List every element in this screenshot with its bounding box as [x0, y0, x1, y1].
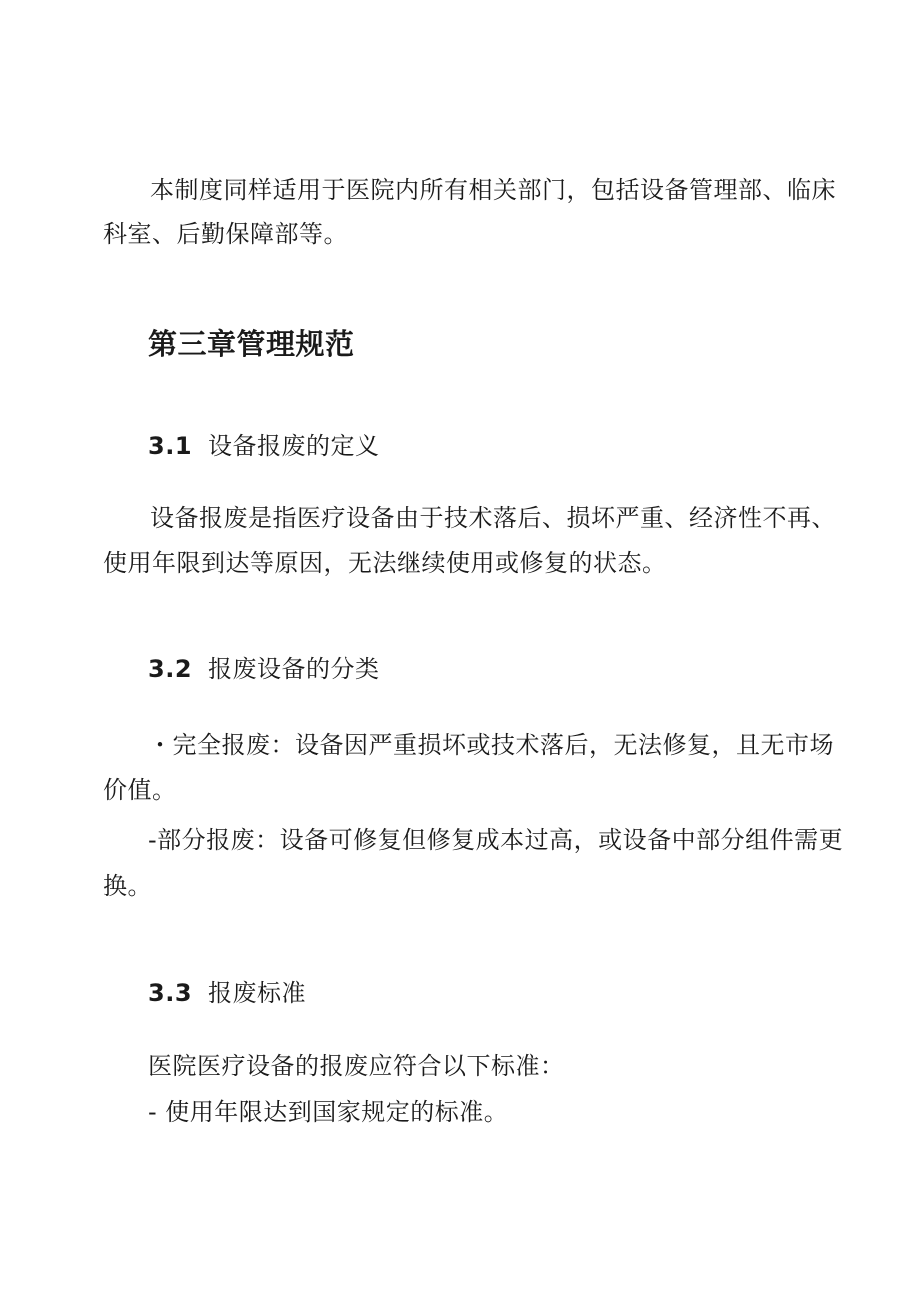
- section-3-2-item-2-line-1: -部分报废：设备可修复但修复成本过高，或设备中部分组件需更: [148, 826, 844, 854]
- section-title: 报废标准: [208, 979, 307, 1007]
- section-3-3-item-1: - 使用年限达到国家规定的标准。: [148, 1098, 509, 1126]
- section-title: 报废设备的分类: [208, 655, 380, 683]
- section-3-1-line-2: 使用年限到达等原因，无法继续使用或修复的状态。: [103, 549, 667, 577]
- section-3-1-line-1: 设备报废是指医疗设备由于技术落后、损坏严重、经济性不再、: [150, 504, 836, 532]
- scope-paragraph-line-2: 科室、后勤保障部等。: [103, 220, 348, 248]
- section-number: 3.1: [148, 432, 193, 460]
- chapter-heading: 第三章管理规范: [148, 327, 355, 361]
- section-3-3-heading: [148, 978, 306, 1008]
- section-3-2-heading: [148, 654, 380, 684]
- section-3-2-item-2-line-2: 换。: [103, 872, 152, 900]
- section-3-2-item-1-line-1: ・完全报废：设备因严重损坏或技术落后，无法修复，且无市场: [148, 731, 834, 759]
- section-title: 设备报废的定义: [208, 432, 380, 460]
- scope-paragraph-line-1: 本制度同样适用于医院内所有相关部门，包括设备管理部、临床: [150, 176, 836, 204]
- section-3-1-heading: [148, 431, 380, 461]
- section-3-2-item-1-line-2: 价值。: [103, 776, 177, 804]
- section-number: 3.2: [148, 655, 193, 683]
- section-3-3-intro: 医院医疗设备的报废应符合以下标准：: [148, 1052, 565, 1080]
- section-number: 3.3: [148, 979, 193, 1007]
